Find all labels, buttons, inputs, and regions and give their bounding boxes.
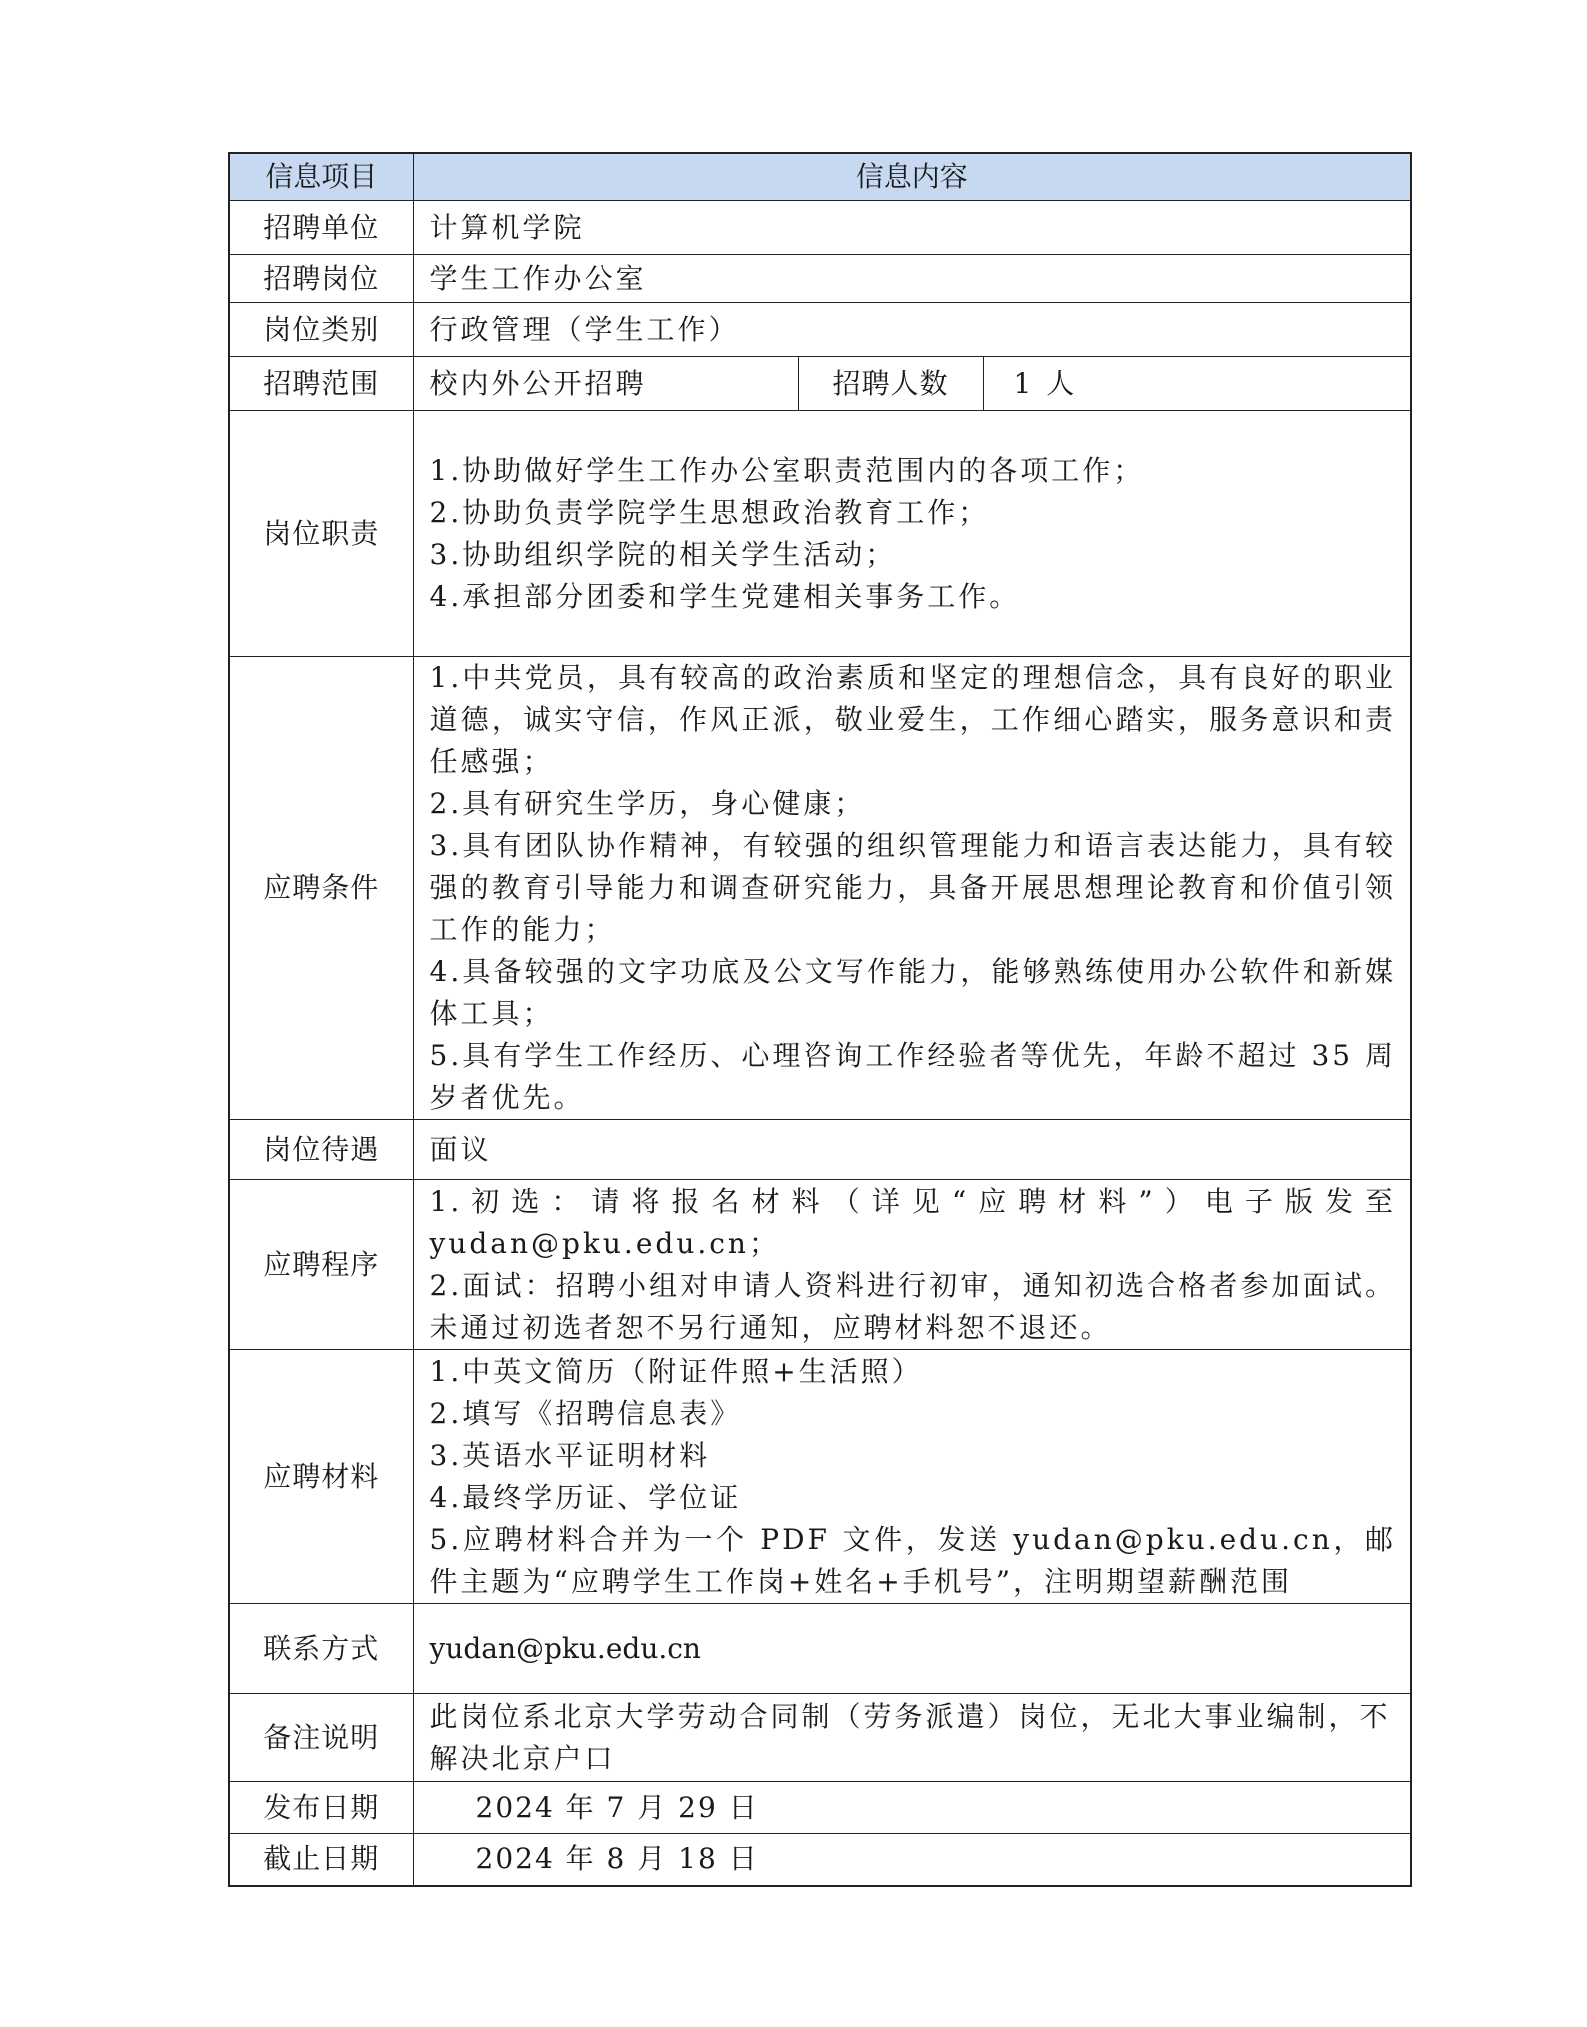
- remarks-row: [229, 1694, 1411, 1782]
- duty-line: 2.协助负责学院学生思想政治教育工作；: [429, 495, 990, 529]
- material-item: 5.应聘材料合并为一个 PDF 文件，发送 yudan@pku.edu.cn，邮件主题为“应聘学生工作岗+姓名+手机号”，注明期望薪酬范围: [429, 1522, 1397, 1598]
- duties-value: [413, 411, 1411, 657]
- publish-date-row: [229, 1782, 1411, 1834]
- material-item: 1.中英文简历（附证件照+生活照）: [429, 1354, 923, 1388]
- unit-label: 招聘单位: [229, 201, 413, 255]
- category-label: 岗位类别: [229, 303, 413, 357]
- contact-label: 联系方式: [229, 1604, 413, 1694]
- requirements-row: [229, 657, 1411, 1120]
- position-label: 招聘岗位: [229, 255, 413, 303]
- procedure-label: 应聘程序: [229, 1180, 413, 1350]
- scope-value: 校内外公开招聘: [413, 357, 798, 411]
- header-row: [229, 153, 1411, 201]
- publish-date-label: 发布日期: [229, 1782, 413, 1834]
- contact-row: [229, 1604, 1411, 1694]
- duty-line: 1.协助做好学生工作办公室职责范围内的各项工作；: [429, 453, 1145, 487]
- deadline-value: 2024 年 8 月 18 日: [413, 1834, 1411, 1886]
- header-item: 信息项目: [229, 153, 413, 201]
- salary-row: [229, 1120, 1411, 1180]
- header-content: 信息内容: [413, 153, 1411, 201]
- headcount-value: 1 人: [983, 357, 1411, 411]
- requirement-item: 2.具有研究生学历，身心健康；: [429, 787, 866, 820]
- position-row: [229, 255, 1411, 303]
- salary-label: 岗位待遇: [229, 1120, 413, 1180]
- remarks-label: 备注说明: [229, 1694, 413, 1782]
- requirement-item: 1.中共党员，具有较高的政治素质和坚定的理想信念，具有良好的职业道德，诚实守信，作风正派，敬业爱生，工作细心踏实，服务意识和责任感强；: [429, 661, 1397, 778]
- publish-date-value: 2024 年 7 月 29 日: [413, 1782, 1411, 1834]
- requirement-item: 3.具有团队协作精神，有较强的组织管理能力和语言表达能力，具有较强的教育引导能力和调查研究能力，具备开展思想理论教育和价值引领工作的能力；: [429, 829, 1397, 946]
- material-item: 2.填写《招聘信息表》: [429, 1396, 742, 1430]
- requirement-item: 4.具备较强的文字功底及公文写作能力，能够熟练使用办公软件和新媒体工具；: [429, 955, 1397, 1030]
- procedure-item: 2.面试：招聘小组对申请人资料进行初审，通知初选合格者参加面试。未通过初选者恕不另行通知，应聘材料恕不退还。: [429, 1268, 1397, 1344]
- materials-row: [229, 1350, 1411, 1604]
- remarks-value: 此岗位系北京大学劳动合同制（劳务派遣）岗位，无北大事业编制，不解决北京户口: [413, 1694, 1411, 1782]
- category-row: [229, 303, 1411, 357]
- duty-line: 4.承担部分团委和学生党建相关事务工作。: [429, 579, 1021, 613]
- contact-email: yudan@pku.edu.cn: [413, 1604, 1411, 1694]
- headcount-label: 招聘人数: [798, 357, 983, 411]
- procedure-value: [413, 1180, 1411, 1350]
- unit-row: [229, 201, 1411, 255]
- deadline-label: 截止日期: [229, 1834, 413, 1886]
- requirement-item: 5.具有学生工作经历、心理咨询工作经验者等优先，年龄不超过 35 周岁者优先。: [429, 1039, 1397, 1114]
- category-value: 行政管理（学生工作）: [413, 303, 1411, 357]
- deadline-row: [229, 1834, 1411, 1886]
- materials-label: 应聘材料: [229, 1350, 413, 1604]
- procedure-row: [229, 1180, 1411, 1350]
- material-item: 3.英语水平证明材料: [429, 1438, 711, 1472]
- unit-value: 计算机学院: [413, 201, 1411, 255]
- scope-row: [229, 357, 1411, 411]
- materials-value: [413, 1350, 1411, 1604]
- scope-label: 招聘范围: [229, 357, 413, 411]
- position-value: 学生工作办公室: [413, 255, 1411, 303]
- duty-line: 3.协助组织学院的相关学生活动；: [429, 537, 897, 571]
- recruitment-info-table: [228, 152, 1412, 1887]
- duties-row: [229, 411, 1411, 657]
- duties-label: 岗位职责: [229, 411, 413, 657]
- procedure-item: 1.初选：请将报名材料（详见“应聘材料”）电子版发至yudan@pku.edu.cn；: [429, 1184, 1397, 1260]
- material-item: 4.最终学历证、学位证: [429, 1480, 742, 1514]
- requirements-value: [413, 657, 1411, 1120]
- salary-value: 面议: [413, 1120, 1411, 1180]
- requirements-label: 应聘条件: [229, 657, 413, 1120]
